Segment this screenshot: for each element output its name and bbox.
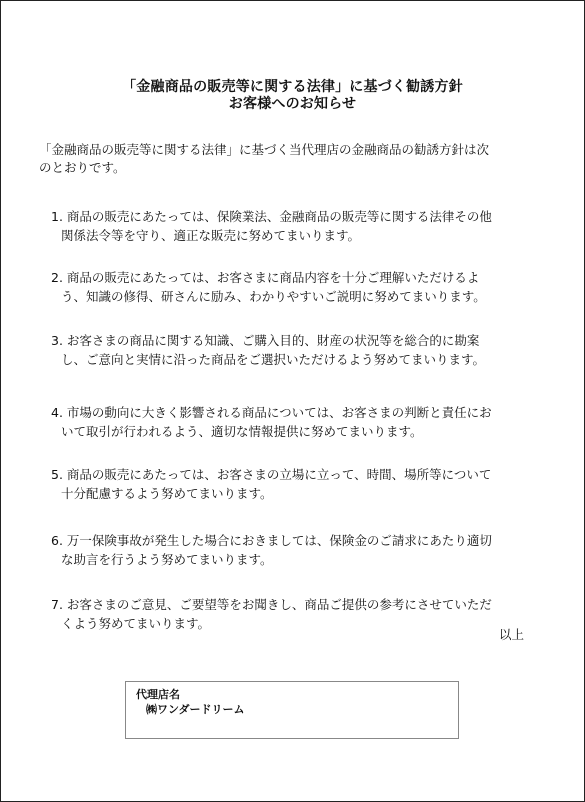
policy-item-2 bbox=[51, 268, 531, 306]
policy-item-2-line-1: 2. 商品の販売にあたっては、お客さまに商品内容を十分ご理解いただけるよ bbox=[51, 270, 480, 285]
policy-item-7 bbox=[51, 595, 531, 633]
policy-item-5-line-1: 5. 商品の販売にあたっては、お客さまの立場に立って、時間、場所等について bbox=[51, 467, 492, 482]
policy-item-5-line-2: 十分配慮するよう努めてまいります。 bbox=[61, 486, 273, 501]
policy-item-6-line-1: 6. 万一保険事故が発生した場合におきましては、保険金のご請求にあたり適切 bbox=[51, 533, 492, 548]
policy-item-7-line-1: 7. お客さまのご意見、ご要望等をお聞きし、商品ご提供の参考にさせていただ bbox=[51, 597, 492, 612]
document-subtitle: お客様へのお知らせ bbox=[228, 96, 357, 112]
agency-box bbox=[125, 681, 459, 739]
policy-item-2-line-2: う、知識の修得、研さんに励み、わかりやすいご説明に努めてまいります。 bbox=[61, 289, 486, 304]
policy-item-5 bbox=[51, 465, 531, 503]
intro-paragraph bbox=[39, 141, 539, 177]
policy-item-4-line-2: いて取引が行われるよう、適切な情報提供に努めてまいります。 bbox=[61, 424, 423, 439]
intro-line-2: のとおりです。 bbox=[39, 160, 126, 175]
policy-item-7-line-2: くよう努めてまいります。 bbox=[61, 616, 211, 631]
agency-label: 代理店名 bbox=[136, 688, 180, 701]
closing-mark: 以上 bbox=[499, 627, 525, 642]
policy-item-1-line-2: 関係法令等を守り、適正な販売に努めてまいります。 bbox=[61, 228, 361, 243]
intro-line-1: 「金融商品の販売等に関する法律」に基づく当代理店の金融商品の勧誘方針は次 bbox=[39, 142, 490, 157]
document-title: 「金融商品の販売等に関する法律」に基づく勧誘方針 bbox=[122, 79, 463, 95]
policy-item-6 bbox=[51, 531, 531, 569]
policy-item-1-line-1: 1. 商品の販売にあたっては、保険業法、金融商品の販売等に関する法律その他 bbox=[51, 209, 492, 224]
agency-name: ㈱ワンダードリーム bbox=[146, 703, 245, 716]
policy-item-6-line-2: な助言を行うよう努めてまいります。 bbox=[61, 552, 273, 567]
policy-item-3-line-2: し、ご意向と実情に沿った商品をご選択いただけるよう努めてまいります。 bbox=[61, 352, 486, 367]
policy-item-3-line-1: 3. お客さまの商品に関する知識、ご購入目的、財産の状況等を総合的に勘案 bbox=[51, 333, 480, 348]
policy-item-1 bbox=[51, 207, 531, 245]
policy-item-4 bbox=[51, 403, 531, 441]
policy-item-3 bbox=[51, 331, 531, 369]
policy-item-4-line-1: 4. 市場の動向に大きく影響される商品については、お客さまの判断と責任にお bbox=[51, 405, 492, 420]
